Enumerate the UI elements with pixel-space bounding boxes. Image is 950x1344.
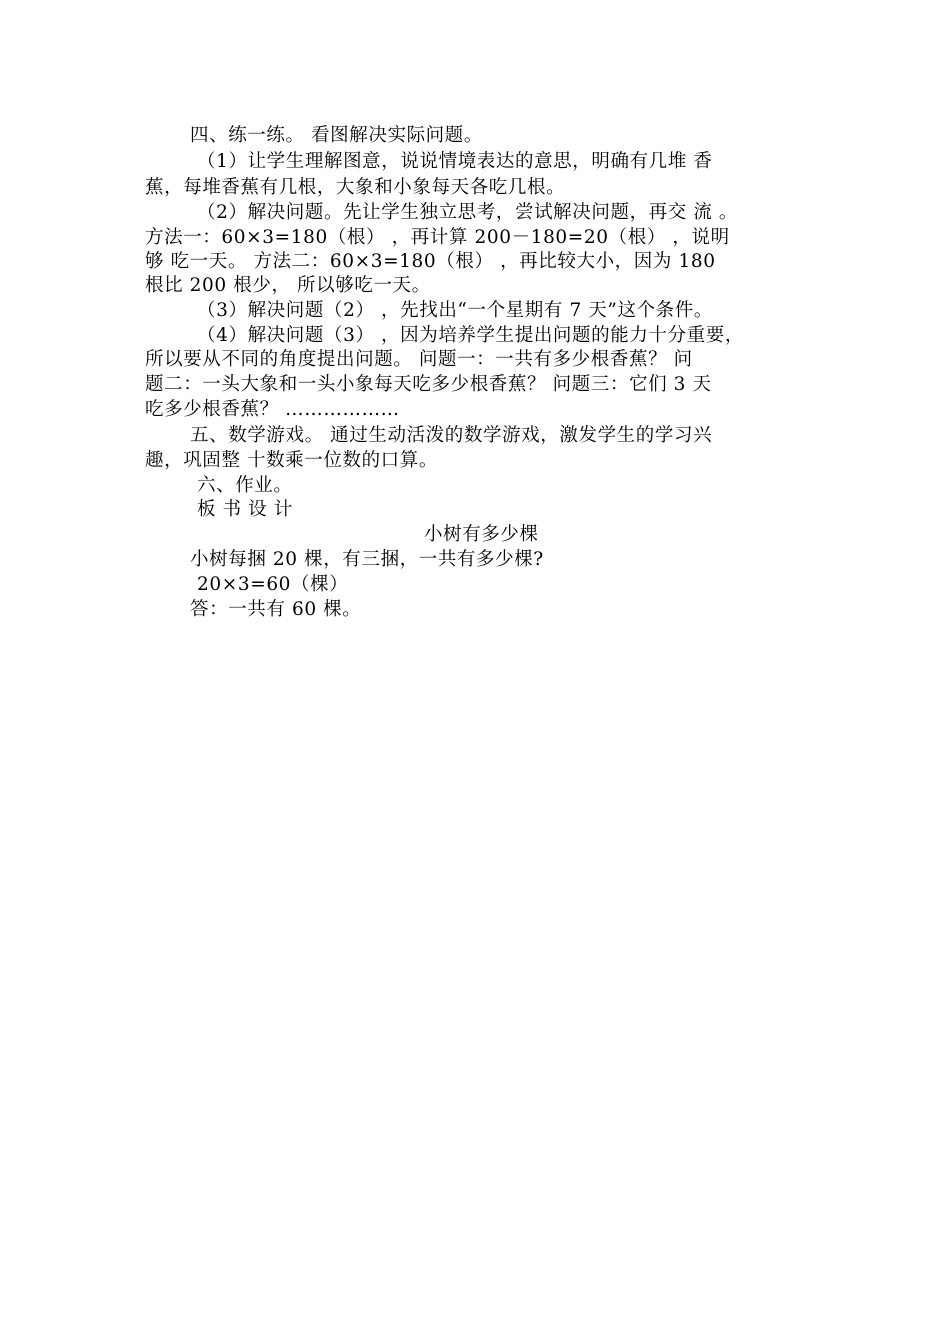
paragraph-line: 题二：一头大象和一头小象每天吃多少根香蕉？ 问题三：它们 3 天 xyxy=(145,374,712,395)
paragraph-line: （3）解决问题（2） ，先找出“一个星期有 7 天”这个条件。 xyxy=(197,300,713,321)
section-6-heading: 六、作业。 xyxy=(197,475,293,496)
paragraph-line: （1）让学生理解图意，说说情境表达的意思，明确有几堆 香 xyxy=(197,151,713,172)
section-5-heading: 五、数学游戏。 通过生动活泼的数学游戏，激发学生的学习兴 xyxy=(190,425,713,446)
paragraph-line: 方法一：60×3=180（根） ，再计算 200－180=20（根） ，说明 xyxy=(145,227,730,248)
paragraph-line: 所以要从不同的角度提出问题。 问题一：一共有多少根香蕉？ 问 xyxy=(145,349,693,370)
board-title: 小树有多少棵 xyxy=(424,524,539,545)
paragraph-line: 趣，巩固整 十数乘一位数的口算。 xyxy=(145,450,438,471)
board-equation: 20×3=60（棵） xyxy=(197,574,349,595)
paragraph-line: （4）解决问题（3） ，因为培养学生提出问题的能力十分重要， xyxy=(197,325,744,346)
paragraph-line: 蕉，每堆香蕉有几根，大象和小象每天各吃几根。 xyxy=(145,177,566,198)
paragraph-line: （2）解决问题。先让学生独立思考，尝试解决问题，再交 流 。 xyxy=(197,202,739,223)
board-problem: 小树每捆 20 棵，有三捆，一共有多少棵? xyxy=(190,549,544,570)
paragraph-line: 根比 200 根少， 所以够吃一天。 xyxy=(145,275,431,296)
board-answer: 答：一共有 60 棵。 xyxy=(190,599,362,620)
paragraph-line: 吃多少根香蕉？ ……………… xyxy=(145,399,400,420)
board-design-heading: 板 书 设 计 xyxy=(197,499,293,520)
paragraph-line: 够 吃一天。 方法二：60×3=180（根） ，再比较大小，因为 180 xyxy=(145,251,716,272)
section-4-heading: 四、练一练。 看图解决实际问题。 xyxy=(190,125,483,146)
